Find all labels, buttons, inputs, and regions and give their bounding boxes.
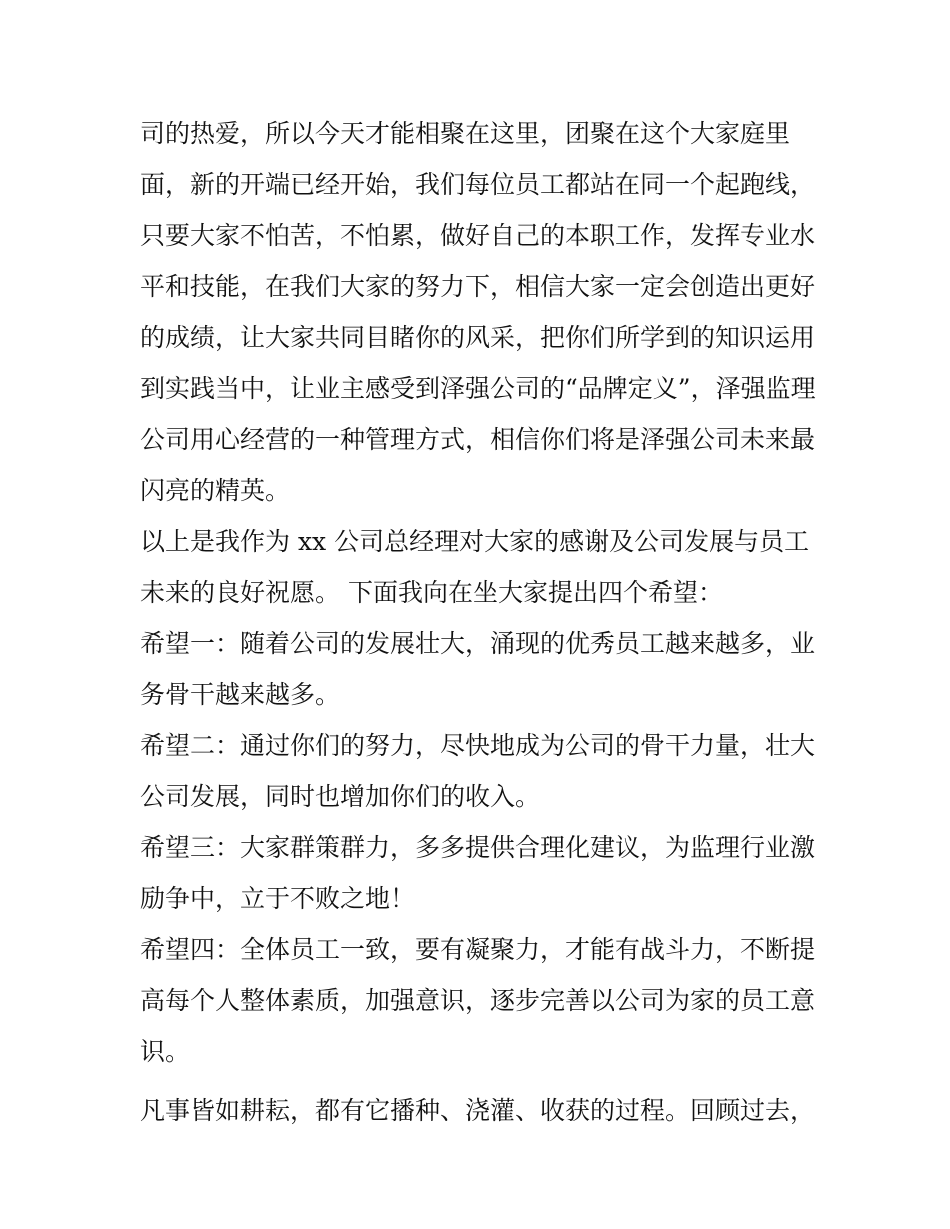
text-line: 只要大家不怕苦，不怕累，做好自己的本职工作，发挥专业水 (140, 221, 816, 250)
text-line: 识。 (140, 1037, 191, 1066)
document-body (140, 108, 820, 1136)
paragraph-2 (140, 516, 820, 618)
text-line: 务骨干越来越多。 (140, 680, 341, 709)
paragraph-1 (140, 108, 820, 516)
text-line: 的成绩，让大家共同目睹你的风采，把你们所学到的知识运用 (140, 323, 816, 352)
paragraph-hope-3 (140, 822, 820, 924)
text-line: 希望二：通过你们的努力，尽快地成为公司的骨干力量，壮大 (140, 731, 816, 760)
text-line: 面，新的开端已经开始，我们每位员工都站在同一个起跑线， (140, 170, 816, 199)
text-line: 闪亮的精英。 (140, 476, 291, 505)
text-line: 凡事皆如耕耘，都有它播种、浇灌、收获的过程。回顾过去， (140, 1096, 816, 1125)
text-line: 高每个人整体素质，加强意识，逐步完善以公司为家的员工意 (140, 986, 816, 1015)
text-line: 平和技能，在我们大家的努力下，相信大家一定会创造出更好 (140, 272, 816, 301)
paragraph-closing (140, 1085, 820, 1136)
text-line: 励争中，立于不败之地！ (140, 884, 416, 913)
text-line: 公司发展，同时也增加你们的收入。 (140, 782, 541, 811)
text-line: 到实践当中，让业主感受到泽强公司的“品牌定义”，泽强监理 (140, 374, 816, 403)
paragraph-gap (140, 1077, 820, 1085)
paragraph-hope-4 (140, 924, 820, 1077)
paragraph-hope-1 (140, 618, 820, 720)
text-line: 希望四：全体员工一致，要有凝聚力，才能有战斗力，不断提 (140, 935, 816, 964)
paragraph-hope-2 (140, 720, 820, 822)
text-line: 希望三：大家群策群力，多多提供合理化建议，为监理行业激 (140, 833, 816, 862)
text-line: 公司用心经营的一种管理方式，相信你们将是泽强公司未来最 (140, 425, 816, 454)
text-line: 未来的良好祝愿。 下面我向在坐大家提出四个希望： (140, 578, 723, 607)
text-line: 希望一：随着公司的发展壮大，涌现的优秀员工越来越多，业 (140, 629, 816, 658)
text-line: 司的热爱，所以今天才能相聚在这里，团聚在这个大家庭里 (140, 119, 791, 148)
text-line: 以上是我作为 xx 公司总经理对大家的感谢及公司发展与员工 (140, 527, 810, 556)
